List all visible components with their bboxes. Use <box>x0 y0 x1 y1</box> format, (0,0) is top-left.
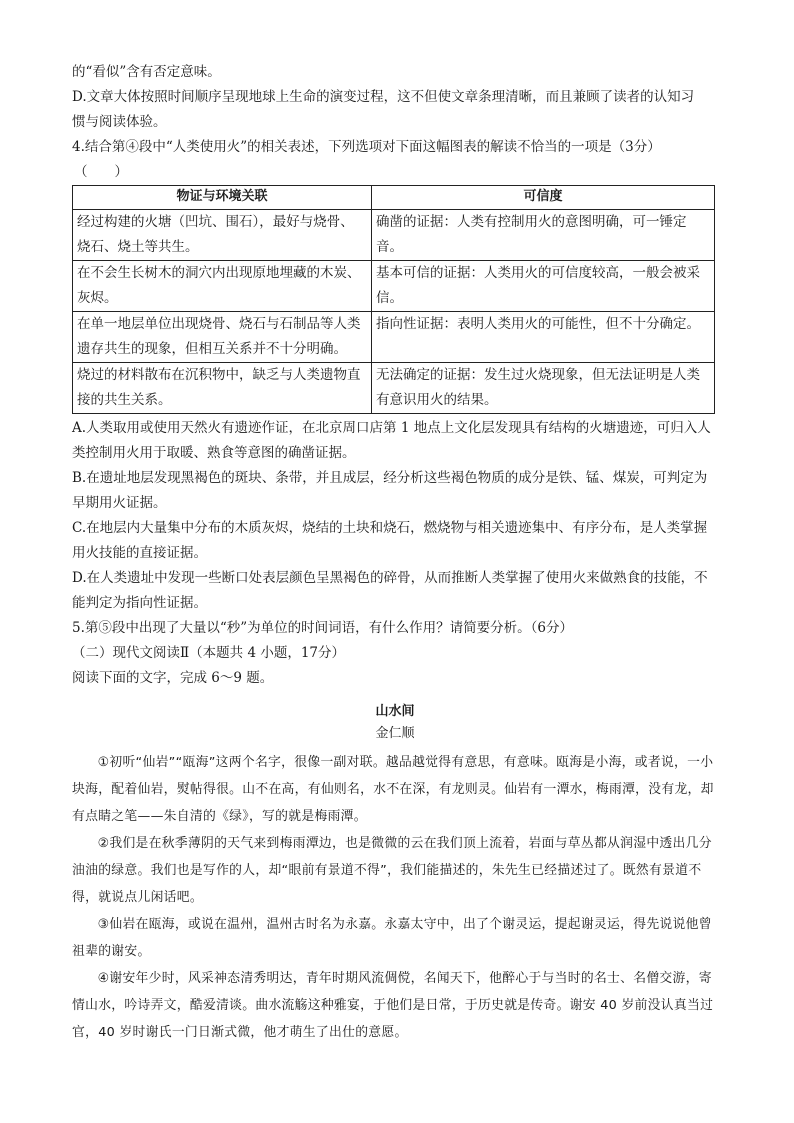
evidence-table <box>72 185 715 414</box>
option-a: A.人类取用或使用天然火有遗迹作证，在北京周口店第 1 地点上文化层发现具有结构的火塘遗迹，可归入人类控制用火用于取暖、熟食等意图的确凿证据。 <box>72 420 711 461</box>
table-cell: 烧过的材料散布在沉积物中，缺乏与人类遗物直接的共生关系。 <box>73 363 372 414</box>
question-4: 4.结合第④段中“人类使用火”的相关表述，下列选项对下面这幅图表的解读不恰当的一项是（3分） <box>72 139 661 155</box>
essay <box>72 701 718 1046</box>
table-row <box>73 261 715 312</box>
essay-paragraph: ④谢安年少时，风采神态清秀明达，青年时期风流倜傥，名闻天下，他醉心于与当时的名士、名僧交游，寄情山水，吟诗弄文，酷爱清谈。曲水流觞这种雅宴，于他们是日常，于历史就是传奇。谢安 40 岁前没认真当过官，40 岁时谢氏一门日渐式微，他才萌生了出仕的意愿。 <box>72 971 714 1040</box>
answer-blank: （ ） <box>74 164 128 180</box>
essay-paragraph: ②我们是在秋季薄阴的天气来到梅雨潭边，也是微微的云在我们顶上流着，岩面与草丛都从润湿中透出几分油油的绿意。我们也是写作的人，却“眼前有景道不得”，我们能描述的，朱先生已经描述过了。既然有景道不得，就说点儿闲话吧。 <box>72 836 712 905</box>
table-row <box>73 312 715 363</box>
table-cell: 基本可信的证据：人类用火的可信度较高，一般会被采信。 <box>372 261 715 312</box>
essay-paragraph: ③仙岩在瓯海，或说在温州，温州古时名为永嘉。永嘉太守中，出了个谢灵运，提起谢灵运，得先说说他曾祖辈的谢安。 <box>72 917 712 959</box>
option-b: B.在遗址地层发现黑褐色的斑块、条带，并且成层，经分析这些褐色物质的成分是铁、锰、煤炭，可判定为早期用火证据。 <box>72 470 708 511</box>
option-d-line-2: 惯与阅读体验。 <box>72 114 167 130</box>
table-header-cell: 可信度 <box>372 186 715 210</box>
option-c: C.在地层内大量集中分布的木质灰烬，烧结的土块和烧石，燃烧物与相关遗迹集中、有序分布，是人类掌握用火技能的直接证据。 <box>72 520 708 561</box>
essay-author: 金仁顺 <box>375 726 415 741</box>
table-header-row <box>73 186 715 210</box>
text-line: 的“看似”含有否定意味。 <box>72 64 221 80</box>
table-row <box>73 210 715 261</box>
question-block-top <box>72 0 718 185</box>
section-heading: （二）现代文阅读Ⅱ（本题共 4 小题，17分） <box>72 645 346 661</box>
table-cell: 指向性证据：表明人类用火的可能性，但不十分确定。 <box>372 312 715 363</box>
question-5: 5.第⑤段中出现了大量以“秒”为单位的时间词语，有什么作用？请简要分析。（6分） <box>72 620 574 636</box>
instruction: 阅读下面的文字，完成 6～9 题。 <box>72 670 274 686</box>
option-d: D.在人类遗址中发现一些断口处表层颜色呈黑褐色的碎骨，从而推断人类掌握了使用火来做熟食的技能，不能判定为指向性证据。 <box>72 570 708 611</box>
table-row <box>73 363 715 414</box>
table-cell: 无法确定的证据：发生过火烧现象，但无法证明是人类有意识用火的结果。 <box>372 363 715 414</box>
table-cell: 在单一地层单位出现烧骨、烧石与石制品等人类遗存共生的现象，但相互关系并不十分明确。 <box>73 312 372 363</box>
table-cell: 确凿的证据：人类有控制用火的意图明确，可一锤定音。 <box>372 210 715 261</box>
table-header-cell: 物证与环境关联 <box>73 186 372 210</box>
essay-paragraph: ①初听“仙岩”“瓯海”这两个名字，很像一副对联。越品越觉得有意思，有意味。瓯海是小海，或者说，一小块海，配着仙岩，熨帖得很。山不在高，有仙则名，水不在深，有龙则灵。仙岩有一潭水，梅雨潭，没有龙，却有点睛之笔——朱自清的《绿》，写的就是梅雨潭。 <box>72 755 714 824</box>
table-cell: 在不会生长树木的洞穴内出现原地埋藏的木炭、灰烬。 <box>73 261 372 312</box>
options-block <box>72 416 718 691</box>
essay-title: 山水间 <box>375 704 415 719</box>
option-d-line-1: D.文章大体按照时间顺序呈现地球上生命的演变过程，这不但使文章条理清晰，而且兼顾了读者的认知习 <box>72 89 695 105</box>
table-cell: 经过构建的火塘（凹坑、围石），最好与烧骨、烧石、烧土等共生。 <box>73 210 372 261</box>
